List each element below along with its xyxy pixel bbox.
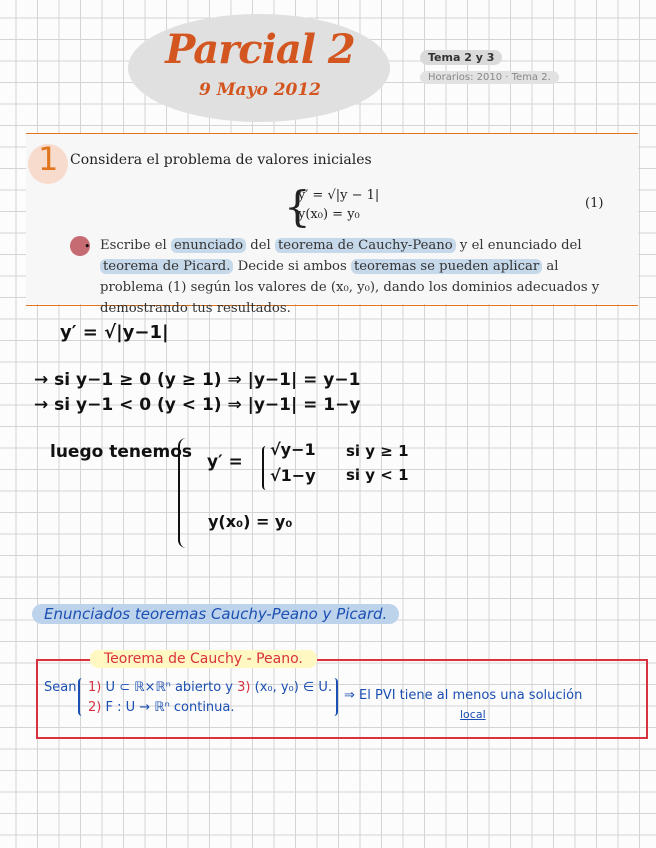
equation-line-2: y(x₀) = y₀ (298, 207, 360, 222)
hypothesis-text: F : U → ℝⁿ continua. (101, 700, 235, 715)
closing-brace (330, 678, 338, 716)
highlight-cauchy-peano: teorema de Cauchy-Peano (275, 238, 456, 253)
hypothesis-text: U ⊂ ℝ×ℝⁿ abierto y (101, 680, 238, 695)
tema-note: Horarios: 2010 · Tema 2. (420, 71, 559, 84)
note-sqrt-2: √1−y (270, 466, 316, 485)
task-text-part: Decide si ambos (233, 259, 351, 274)
task-text-part: al problema (1) según los valores de (x₀, y₀), dando los dominios adecuados y demostrando tus resultados. (100, 259, 600, 316)
note-initial-condition: y(x₀) = y₀ (208, 512, 293, 531)
task-text-part: y el enunciado del (455, 238, 582, 253)
highlight-enunciado: enunciado (171, 238, 246, 253)
equation-system (298, 186, 379, 224)
note-cond-1: si y ≥ 1 (346, 442, 409, 460)
note-case-2: → si y−1 < 0 (y < 1) ⇒ |y−1| = 1−y (34, 395, 361, 415)
note-sean: Sean (44, 680, 77, 695)
hypothesis-text: (x₀, y₀) ∈ U. (250, 680, 333, 695)
hypothesis-2 (88, 700, 235, 715)
highlight-teoremas: teoremas se pueden aplicar (351, 259, 542, 274)
tema-tag: Tema 2 y 3 (420, 50, 502, 65)
note-yprime: y′ = (207, 452, 243, 472)
hypothesis-tag: 1) (88, 680, 102, 695)
task-text-part: del (246, 238, 275, 253)
highlight-picard: teorema de Picard. (100, 259, 233, 274)
hypothesis-tag: 2) (88, 700, 102, 715)
system-brace-handwritten (178, 438, 192, 548)
problem-task-text (100, 235, 610, 319)
system-brace: { (284, 182, 311, 231)
theorem-conclusion: ⇒ El PVI tiene al menos una solución (344, 688, 583, 703)
theorem-conclusion-local: local (460, 708, 486, 721)
note-case-1: → si y−1 ≥ 0 (y ≥ 1) ⇒ |y−1| = y−1 (34, 370, 361, 390)
hypothesis-tag: 3) (237, 680, 251, 695)
note-cond-2: si y < 1 (346, 466, 409, 484)
note-sqrt-1: √y−1 (270, 440, 316, 459)
exam-date: 9 Mayo 2012 (198, 80, 322, 100)
piecewise-brace (262, 446, 270, 490)
note-ode: y′ = √|y−1| (60, 322, 169, 343)
hypothesis-1 (88, 680, 332, 695)
problem-intro: Considera el problema de valores iniciales (70, 152, 372, 168)
note-luego: luego tenemos (50, 442, 193, 462)
task-text-part: Escribe el (100, 238, 171, 253)
cauchy-peano-label: Teorema de Cauchy - Peano. (90, 650, 317, 668)
hypothesis-brace (78, 678, 86, 716)
bullet-dot: • (84, 240, 91, 253)
problem-number: 1 (38, 140, 59, 178)
equation-number: (1) (585, 196, 604, 211)
enunciados-heading: Enunciados teoremas Cauchy-Peano y Picard. (32, 604, 399, 624)
equation-line-1: y′ = √|y − 1| (298, 188, 380, 203)
page-title: Parcial 2 (165, 26, 355, 73)
